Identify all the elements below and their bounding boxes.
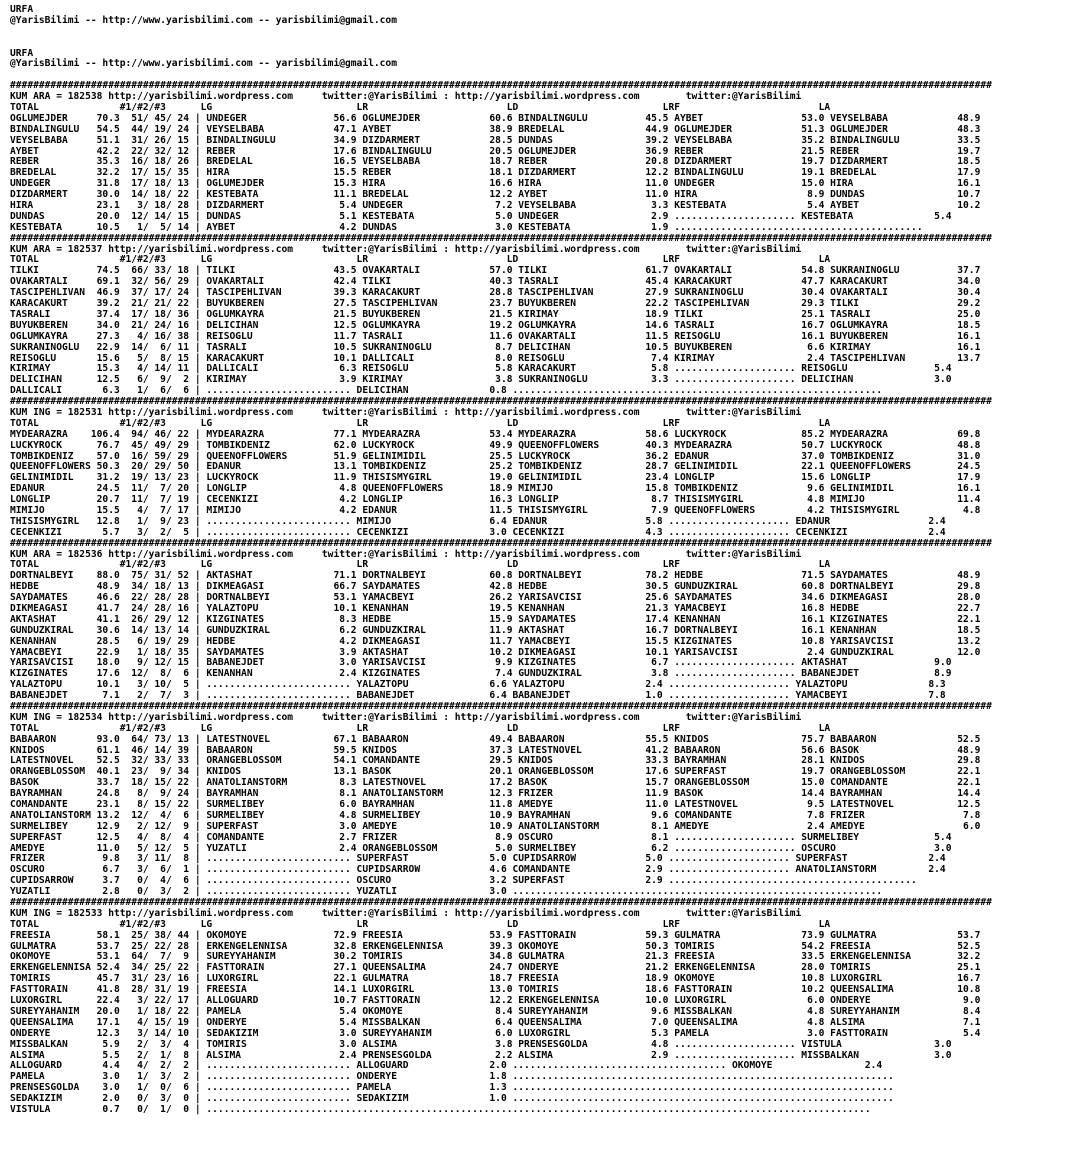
- result-row: ANATOLIANSTORM 13.2 12/ 4/ 6 | SURMELIBEY 4.8 SURMELIBEY 10.9 BAYRAMHAN 9.6 COMANDANTE 7.8 FRIZER 7.8: [10, 809, 981, 821]
- result-row: KIRIMAY 15.3 4/ 14/ 11 | DALLICALI 6.3 REISOGLU 5.8 KARACAKURT 5.8 ..................... REISOGLU 5.4: [10, 363, 952, 375]
- result-row: OGLUMEJDER 70.3 51/ 45/ 24 | UNDEGER 56.6 OGLUMEJDER 60.6 BINDALINGULU 45.5 AYBET 53.0 VEYSELBABA 48.9: [10, 112, 981, 124]
- result-row: ORANGEBLOSSOM 40.1 23/ 9/ 34 | KNIDOS 13.1 BASOK 20.1 ORANGEBLOSSOM 17.6 SUPERFAST 19.7 ORANGEBLOSSOM 22.1: [10, 766, 981, 778]
- result-row: TASCIPEHLIVAN 46.9 37/ 17/ 24 | TASCIPEHLIVAN 39.3 KARACAKURT 28.8 TASCIPEHLIVAN 27.9 SUKRANINOGLU 30.4 OVAKARTALI 30.4: [10, 287, 981, 299]
- page-title: URFA: [10, 4, 34, 15]
- column-header: TOTAL #1/#2/#3 LG LR LD LRF LA: [10, 102, 831, 114]
- separator-line: ##########################################################################################################################################################################: [10, 701, 992, 712]
- result-row: OGLUMKAYRA 27.3 4/ 16/ 38 | REISOGLU 11.7 TASRALI 11.6 OVAKARTALI 11.5 REISOGLU 16.1 BUYUKBEREN 16.1: [10, 330, 981, 342]
- result-row: BABANEJDET 7.1 2/ 7/ 3 | ......................... BABANEJDET 6.4 BABANEJDET 1.0 ..................... YAMACBEYI 7.8: [10, 690, 946, 702]
- result-row: KESTEBATA 10.5 1/ 5/ 14 | AYBET 4.2 DUNDAS 3.0 KESTEBATA 1.9 ...........................................: [10, 221, 923, 233]
- result-row: PAMELA 3.0 1/ 3/ 2 | ......................... ONDERYE 1.8 ..................................................................: [10, 1071, 894, 1083]
- result-row: DUNDAS 20.0 12/ 14/ 15 | DUNDAS 5.1 KESTEBATA 5.0 UNDEGER 2.9 ..................... KESTEBATA 5.4: [10, 210, 952, 222]
- result-row: BABAARON 93.0 64/ 73/ 13 | LATESTNOVEL 67.1 BABAARON 49.4 BABAARON 55.5 KNIDOS 75.7 BABAARON 52.5: [10, 733, 981, 745]
- result-row: PRENSESGOLDA 3.0 1/ 0/ 6 | ......................... PAMELA 1.3 ..................................................................: [10, 1082, 894, 1094]
- result-row: ALLOGUARD 4.4 4/ 2/ 2 | ......................... ALLOGUARD 2.0 ..................................... OKOMOYE 2.4: [10, 1060, 883, 1072]
- result-row: YUZATLI 2.8 0/ 3/ 2 | ......................... YUZATLI 3.0 ................................................................: [10, 886, 883, 898]
- result-row: VEYSELBABA 51.1 31/ 26/ 15 | BINDALINGULU 34.9 DIZDARMERT 28.5 DUNDAS 39.2 VEYSELBABA 35.2 BINDALINGULU 33.5: [10, 134, 981, 146]
- result-row: KENANHAN 28.5 6/ 19/ 29 | HEDBE 4.2 DIKMEAGASI 11.7 YAMACBEYI 15.5 KIZGINATES 10.8 YARISAVCISI 13.2: [10, 635, 981, 647]
- result-row: BREDELAL 32.2 17/ 15/ 35 | HIRA 15.5 REBER 18.1 DIZDARMERT 12.2 BINDALINGULU 19.1 BREDELAL 17.9: [10, 167, 981, 179]
- race-header: KUM ARA = 182537 http://yarisbilimi.wordpress.com twitter:@YarisBilimi : http://yarisbilimi.wordpress.com twitter:@YarisBilimi: [10, 243, 802, 255]
- result-row: FRIZER 9.8 3/ 11/ 8 | ......................... SUPERFAST 5.0 CUPIDSARROW 5.0 ..................... SUPERFAST 2.4: [10, 853, 946, 865]
- result-row: MISSBALKAN 5.9 2/ 3/ 4 | TOMIRIS 3.0 ALSIMA 3.8 PRENSESGOLDA 4.8 ..................... VISTULA 3.0: [10, 1038, 952, 1050]
- result-row: AKTASHAT 41.1 26/ 29/ 12 | KIZGINATES 8.3 HEDBE 15.9 SAYDAMATES 17.4 KENANHAN 16.1 KIZGINATES 22.1: [10, 613, 981, 625]
- result-row: LUXORGIRL 22.4 3/ 22/ 17 | ALLOGUARD 10.7 FASTTORAIN 12.2 ERKENGELENNISA 10.0 LUXORGIRL 6.0 ONDERYE 9.0: [10, 995, 981, 1007]
- result-row: LATESTNOVEL 52.5 32/ 33/ 33 | ORANGEBLOSSOM 54.1 COMANDANTE 29.5 KNIDOS 33.3 BAYRAMHAN 28.1 KNIDOS 29.8: [10, 755, 981, 767]
- result-row: ONDERYE 12.3 3/ 14/ 10 | SEDAKIZIM 3.0 SUREYYAHANIM 6.0 LUXORGIRL 5.3 PAMELA 3.0 FASTTORAIN 5.4: [10, 1027, 981, 1039]
- result-row: DALLICALI 6.3 1/ 6/ 6 | ......................... DELICIHAN 0.8 ................................................................: [10, 385, 883, 397]
- race-header: KUM ING = 182534 http://yarisbilimi.wordpress.com twitter:@YarisBilimi : http://yarisbilimi.wordpress.com twitter:@YarisBilimi: [10, 711, 802, 723]
- result-row: MYDEARAZRA 106.4 94/ 46/ 22 | MYDEARAZRA 77.1 MYDEARAZRA 53.4 MYDEARAZRA 58.6 LUCKYROCK 85.2 MYDEARAZRA 69.8: [10, 428, 981, 440]
- result-row: ERKENGELENNISA 52.4 34/ 25/ 22 | FASTTORAIN 27.1 QUEENSALIMA 24.7 ONDERYE 21.2 ERKENGELENNISA 28.0 TOMIRIS 25.1: [10, 962, 981, 974]
- result-row: DIKMEAGASI 41.7 24/ 28/ 16 | YALAZTOPU 10.1 KENANHAN 19.5 KENANHAN 21.3 YAMACBEYI 16.8 HEDBE 22.7: [10, 602, 981, 614]
- result-row: GULMATRA 53.7 25/ 22/ 28 | ERKENGELENNISA 32.8 ERKENGELENNISA 39.3 OKOMOYE 50.3 TOMIRIS 54.2 FREESIA 52.5: [10, 940, 981, 952]
- result-row: FREESIA 58.1 25/ 38/ 44 | OKOMOYE 72.9 FREESIA 53.9 FASTTORAIN 59.3 GULMATRA 73.9 GULMATRA 53.7: [10, 929, 981, 941]
- result-row: OSCURO 6.7 3/ 6/ 1 | ......................... CUPIDSARROW 4.6 COMANDANTE 2.9 ..................... ANATOLIANSTORM 2.4: [10, 864, 946, 876]
- result-row: OVAKARTALI 69.1 32/ 56/ 29 | OVAKARTALI 42.4 TILKI 40.3 TASRALI 45.4 KARACAKURT 47.7 KARACAKURT 34.0: [10, 276, 981, 288]
- result-row: BASOK 33.7 18/ 15/ 22 | ANATOLIANSTORM 8.3 LATESTNOVEL 17.2 BASOK 15.7 ORANGEBLOSSOM 15.0 COMANDANTE 22.1: [10, 777, 981, 789]
- column-header: TOTAL #1/#2/#3 LG LR LD LRF LA: [10, 254, 831, 266]
- result-row: HEDBE 48.9 34/ 18/ 13 | DIKMEAGASI 66.7 SAYDAMATES 42.8 HEDBE 30.5 GUNDUZKIRAL 60.8 DORTNALBEYI 29.8: [10, 581, 981, 593]
- result-row: TASRALI 37.4 17/ 18/ 36 | OGLUMKAYRA 21.5 BUYUKBEREN 21.5 KIRIMAY 18.9 TILKI 25.1 TASRALI 25.0: [10, 308, 981, 320]
- result-row: DIZDARMERT 30.0 14/ 18/ 22 | KESTEBATA 11.1 BREDELAL 12.2 AYBET 11.0 HIRA 8.9 DUNDAS 10.7: [10, 189, 981, 201]
- result-row: GUNDUZKIRAL 30.6 14/ 13/ 14 | GUNDUZKIRAL 6.2 GUNDUZKIRAL 11.9 AKTASHAT 16.7 DORTNALBEYI 16.1 KENANHAN 18.5: [10, 624, 981, 636]
- result-row: DELICIHAN 12.5 6/ 9/ 2 | KIRIMAY 3.9 KIRIMAY 3.8 SUKRANINOGLU 3.3 ..................... DELICIHAN 3.0: [10, 374, 952, 386]
- result-row: REBER 35.3 16/ 18/ 26 | BREDELAL 16.5 VEYSELBABA 18.7 REBER 20.8 DIZDARMERT 19.7 DIZDARMERT 18.5: [10, 156, 981, 168]
- page-subtitle: @YarisBilimi -- http://www.yarisbilimi.com -- yarisbilimi@gmail.com: [10, 14, 397, 26]
- result-row: KARACAKURT 39.2 21/ 21/ 22 | BUYUKBEREN 27.5 TASCIPEHLIVAN 23.7 BUYUKBEREN 22.2 TASCIPEHLIVAN 29.3 TILKI 29.2: [10, 298, 981, 310]
- result-row: SUREYYAHANIM 20.0 1/ 18/ 22 | PAMELA 5.4 OKOMOYE 8.4 SUREYYAHANIM 9.6 MISSBALKAN 4.8 SUREYYAHANIM 8.4: [10, 1005, 981, 1017]
- separator-line: ##########################################################################################################################################################################: [10, 396, 992, 408]
- result-row: COMANDANTE 23.1 8/ 15/ 22 | SURMELIBEY 6.0 BAYRAMHAN 11.8 AMEDYE 11.0 LATESTNOVEL 9.5 LATESTNOVEL 12.5: [10, 799, 981, 811]
- result-row: FASTTORAIN 41.8 28/ 31/ 19 | FREESIA 14.1 LUXORGIRL 13.0 TOMIRIS 18.6 FASTTORAIN 10.2 QUEENSALIMA 10.8: [10, 984, 981, 996]
- result-row: TOMIRIS 45.7 31/ 23/ 16 | LUXORGIRL 22.1 GULMATRA 18.7 FREESIA 18.9 OKOMOYE 10.8 LUXORGIRL 16.7: [10, 973, 981, 985]
- result-row: GELINIMIDIL 31.2 19/ 13/ 23 | LUCKYROCK 11.9 THISISMYGIRL 19.0 GELINIMIDIL 23.4 LONGLIP 15.6 LONGLIP 17.9: [10, 472, 981, 484]
- separator-line: ##########################################################################################################################################################################: [10, 897, 992, 909]
- page-subtitle: @YarisBilimi -- http://www.yarisbilimi.com -- yarisbilimi@gmail.com: [10, 58, 397, 70]
- column-header: TOTAL #1/#2/#3 LG LR LD LRF LA: [10, 918, 831, 930]
- result-row: YAMACBEYI 22.9 1/ 18/ 35 | SAYDAMATES 3.9 AKTASHAT 10.2 DIKMEAGASI 10.1 YARISAVCISI 2.4 GUNDUZKIRAL 12.0: [10, 646, 981, 658]
- result-row: REISOGLU 15.6 5/ 8/ 15 | KARACAKURT 10.1 DALLICALI 8.0 REISOGLU 7.4 KIRIMAY 2.4 TASCIPEHLIVAN 13.7: [10, 352, 981, 364]
- result-row: HIRA 23.1 3/ 18/ 28 | DIZDARMERT 5.4 UNDEGER 7.2 VEYSELBABA 3.3 KESTEBATA 5.4 AYBET 10.2: [10, 200, 981, 212]
- result-row: QUEENOFFLOWERS 50.3 20/ 29/ 50 | EDANUR 13.1 TOMBIKDENIZ 25.2 TOMBIKDENIZ 28.7 GELINIMIDIL 22.1 QUEENOFFLOWERS 24.5: [10, 461, 981, 473]
- result-row: ALSIMA 5.5 2/ 1/ 8 | ALSIMA 2.4 PRENSESGOLDA 2.2 ALSIMA 2.9 ..................... MISSBALKAN 3.0: [10, 1049, 952, 1061]
- result-row: DORTNALBEYI 88.0 75/ 31/ 52 | AKTASHAT 71.1 DORTNALBEYI 60.8 DORTNALBEYI 78.2 HEDBE 71.5 SAYDAMATES 48.9: [10, 570, 981, 582]
- result-row: CECENKIZI 5.7 3/ 2/ 5 | ......................... CECENKIZI 3.0 CECENKIZI 4.3 ..................... CECENKIZI 2.4: [10, 526, 946, 538]
- result-row: SUKRANINOGLU 22.9 14/ 6/ 11 | TASRALI 10.5 SUKRANINOGLU 8.7 DELICIHAN 10.5 BUYUKBEREN 6.6 KIRIMAY 16.1: [10, 341, 981, 353]
- separator-line: ##########################################################################################################################################################################: [10, 537, 992, 549]
- result-row: TILKI 74.5 66/ 33/ 18 | TILKI 43.5 OVAKARTALI 57.0 TILKI 61.7 OVAKARTALI 54.8 SUKRANINOGLU 37.7: [10, 265, 981, 277]
- result-row: TOMBIKDENIZ 57.0 16/ 59/ 29 | QUEENOFFLOWERS 51.9 GELINIMIDIL 25.5 LUCKYROCK 36.2 EDANUR 37.0 TOMBIKDENIZ 31.0: [10, 450, 981, 462]
- text-line: [10, 27, 1074, 38]
- result-row: LUCKYROCK 76.7 45/ 49/ 29 | TOMBIKDENIZ 62.0 LUCKYROCK 49.9 QUEENOFFLOWERS 40.3 MYDEARAZRA 50.7 LUCKYROCK 48.8: [10, 439, 981, 451]
- result-row: BUYUKBEREN 34.0 21/ 24/ 16 | DELICIHAN 12.5 OGLUMKAYRA 19.2 OGLUMKAYRA 14.6 TASRALI 16.7 OGLUMKAYRA 18.5: [10, 319, 981, 331]
- race-header: KUM ARA = 182538 http://yarisbilimi.wordpress.com twitter:@YarisBilimi : http://yarisbilimi.wordpress.com twitter:@YarisBilimi: [10, 91, 802, 103]
- result-row: QUEENSALIMA 17.1 4/ 15/ 19 | ONDERYE 5.4 MISSBALKAN 6.4 QUEENSALIMA 7.0 QUEENSALIMA 4.8 ALSIMA 7.1: [10, 1016, 981, 1028]
- result-row: SAYDAMATES 46.6 22/ 28/ 28 | DORTNALBEYI 53.1 YAMACBEYI 26.2 YARISAVCISI 25.6 SAYDAMATES 34.6 DIKMEAGASI 28.0: [10, 592, 981, 604]
- result-row: LONGLIP 20.7 11/ 7/ 19 | CECENKIZI 4.2 LONGLIP 16.3 LONGLIP 8.7 THISISMYGIRL 4.8 MIMIJO 11.4: [10, 494, 981, 506]
- text-line: [10, 38, 1074, 49]
- result-row: THISISMYGIRL 12.8 1/ 9/ 23 | ......................... MIMIJO 6.4 EDANUR 5.8 ..................... EDANUR 2.4: [10, 515, 946, 527]
- result-row: OKOMOYE 53.1 64/ 7/ 9 | SUREYYAHANIM 30.2 TOMIRIS 34.8 GULMATRA 21.3 FREESIA 33.5 ERKENGELENNISA 32.2: [10, 951, 981, 963]
- result-row: EDANUR 24.5 11/ 7/ 20 | LONGLIP 4.8 QUEENOFFLOWERS 18.9 MIMIJO 15.8 TOMBIKDENIZ 9.6 GELINIMIDIL 16.1: [10, 483, 981, 495]
- result-row: AMEDYE 11.0 5/ 12/ 5 | YUZATLI 2.4 ORANGEBLOSSOM 5.0 SURMELIBEY 6.2 ..................... OSCURO 3.0: [10, 842, 952, 854]
- race-header: KUM ING = 182531 http://yarisbilimi.wordpress.com twitter:@YarisBilimi : http://yarisbilimi.wordpress.com twitter:@YarisBilimi: [10, 406, 802, 418]
- result-row: MIMIJO 15.5 4/ 7/ 17 | MIMIJO 4.2 EDANUR 11.5 THISISMYGIRL 7.9 QUEENOFFLOWERS 4.2 THISISMYGIRL 4.8: [10, 504, 981, 516]
- result-row: BAYRAMHAN 24.8 8/ 9/ 24 | BAYRAMHAN 8.1 ANATOLIANSTORM 12.3 FRIZER 11.9 BASOK 14.4 BAYRAMHAN 14.4: [10, 788, 981, 800]
- column-header: TOTAL #1/#2/#3 LG LR LD LRF LA: [10, 417, 831, 429]
- result-row: YALAZTOPU 10.1 3/ 10/ 5 | ......................... YALAZTOPU 6.6 YALAZTOPU 2.4 ..................... YALAZTOPU 8.3: [10, 679, 946, 691]
- separator-line: ##########################################################################################################################################################################: [10, 232, 992, 244]
- result-row: SEDAKIZIM 2.0 0/ 3/ 0 | ......................... SEDAKIZIM 1.0 ..................................................................: [10, 1093, 894, 1105]
- column-header: TOTAL #1/#2/#3 LG LR LD LRF LA: [10, 559, 831, 571]
- column-header: TOTAL #1/#2/#3 LG LR LD LRF LA: [10, 722, 831, 734]
- page-title: URFA: [10, 47, 34, 59]
- result-row: YARISAVCISI 18.0 9/ 12/ 15 | BABANEJDET 3.0 YARISAVCISI 9.9 KIZGINATES 6.7 ..................... AKTASHAT 9.0: [10, 657, 952, 669]
- result-row: VISTULA 0.7 0/ 1/ 0 | ...................................................................................................................: [10, 1103, 871, 1115]
- separator-line: ##########################################################################################################################################################################: [10, 80, 992, 92]
- result-row: KIZGINATES 17.6 12/ 8/ 6 | KENANHAN 2.4 KIZGINATES 7.4 GUNDUZKIRAL 3.8 ..................... BABANEJDET 8.9: [10, 668, 952, 680]
- result-row: SURMELIBEY 12.9 2/ 12/ 9 | SUPERFAST 3.0 AMEDYE 10.9 ANATOLIANSTORM 8.1 AMEDYE 2.4 AMEDYE 6.0: [10, 820, 981, 832]
- result-row: AYBET 42.2 22/ 32/ 12 | REBER 17.6 BINDALINGULU 20.5 OGLUMEJDER 36.9 REBER 21.5 REBER 19.7: [10, 145, 981, 157]
- race-header: KUM ARA = 182536 http://yarisbilimi.wordpress.com twitter:@YarisBilimi : http://yarisbilimi.wordpress.com twitter:@YarisBilimi: [10, 548, 802, 560]
- result-row: CUPIDSARROW 3.7 0/ 4/ 6 | ......................... OSCURO 3.2 SUPERFAST 2.9 ...........................................: [10, 875, 917, 887]
- race-header: KUM ING = 182533 http://yarisbilimi.wordpress.com twitter:@YarisBilimi : http://yarisbilimi.wordpress.com twitter:@YarisBilimi: [10, 907, 802, 919]
- result-row: UNDEGER 31.8 17/ 18/ 13 | OGLUMEJDER 15.3 HIRA 16.6 HIRA 11.0 UNDEGER 15.0 HIRA 16.1: [10, 178, 981, 190]
- result-row: KNIDOS 61.1 46/ 14/ 39 | BABAARON 59.5 KNIDOS 37.3 LATESTNOVEL 41.2 BABAARON 56.6 BASOK 48.9: [10, 744, 981, 756]
- result-row: BINDALINGULU 54.5 44/ 19/ 24 | VEYSELBABA 47.1 AYBET 38.9 BREDELAL 44.9 OGLUMEJDER 51.3 OGLUMEJDER 48.3: [10, 123, 981, 135]
- result-row: SUPERFAST 12.5 4/ 8/ 4 | COMANDANTE 2.7 FRIZER 8.9 OSCURO 8.1 ..................... SURMELIBEY 5.4: [10, 831, 952, 843]
